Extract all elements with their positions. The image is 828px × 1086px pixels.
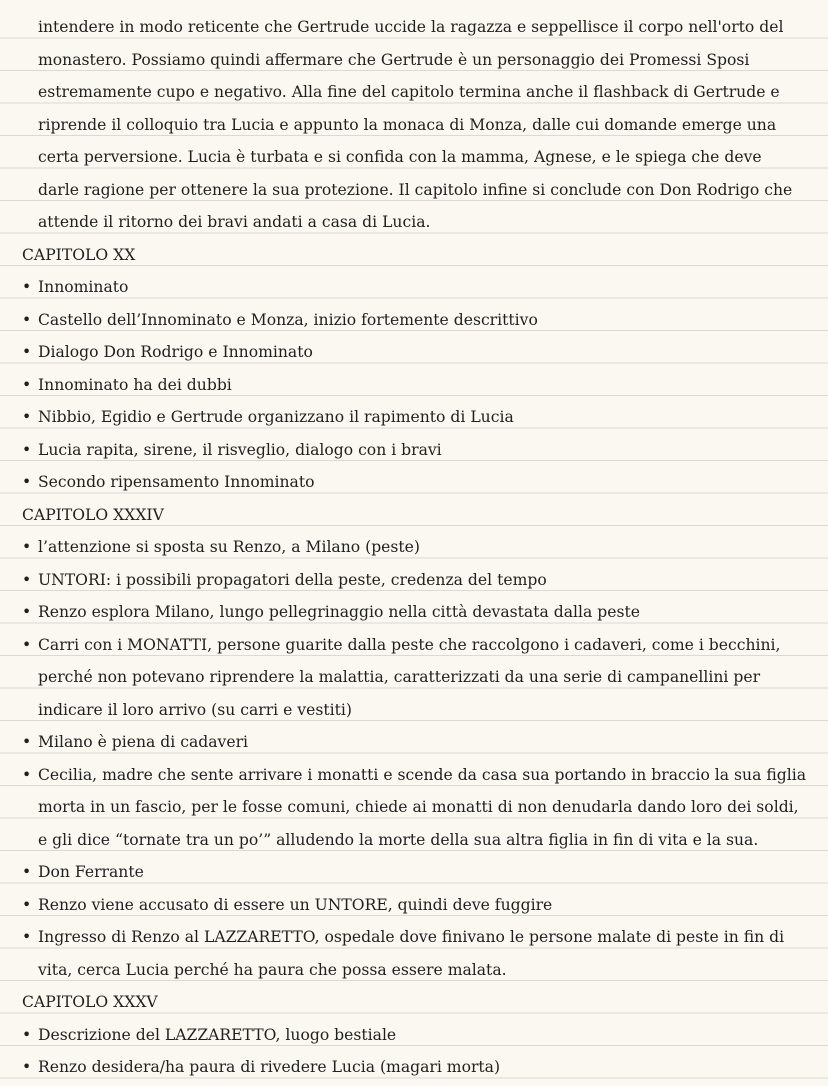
paragraph-line: intendere in modo reticente che Gertrude uccide la ragazza e seppellisce il corpo nell'orto del [38,18,784,36]
bullet-text: Cecilia, madre che sente arrivare i monatti e scende da casa sua portando in braccio la sua figlia [38,765,806,784]
chapter-summary-paragraph [0,11,828,239]
bullet-line [0,889,828,922]
bullet-icon: • [22,278,32,296]
bullet-item [0,304,828,337]
bullet-item [0,564,828,597]
bullet-text: Descrizione del LAZZARETTO, luogo bestiale [38,1025,397,1044]
bullet-icon: • [22,733,32,751]
bullet-icon: • [22,928,32,946]
bullet-item [0,629,828,727]
bullet-item [0,1019,828,1052]
bullet-icon: • [22,538,32,556]
chapter-heading: CAPITOLO XXXIV [22,505,164,524]
bullet-icon: • [22,765,32,784]
bullet-text: Renzo desidera/ha paura di rivedere Lucia (magari morta) [38,1058,501,1076]
bullet-icon: • [22,473,32,491]
bullet-icon: • [22,408,32,426]
bullet-icon: • [22,635,32,654]
bullet-text: Renzo esplora Milano, lungo pellegrinaggio nella città devastata dalla peste [38,603,640,621]
bullet-item [0,856,828,889]
bullet-item [0,1051,828,1084]
bullet-icon: • [22,1025,32,1044]
bullet-item [0,466,828,499]
bullet-icon: • [22,895,32,914]
bullet-text: Castello dell’Innominato e Monza, inizio fortemente descrittivo [38,310,538,329]
bullet-item [0,271,828,304]
bullet-item [0,889,828,922]
bullet-text: Innominato ha dei dubbi [38,375,232,394]
paragraph-line: monastero. Possiamo quindi affermare che Gertrude è un personaggio dei Promessi Sposi [38,50,750,69]
bullet-line [0,304,828,337]
bullet-icon: • [22,863,32,881]
bullet-text: Dialogo Don Rodrigo e Innominato [38,343,313,361]
bullet-item [0,336,828,369]
bullet-item [0,726,828,759]
bullet-text: l’attenzione si sposta su Renzo, a Milano (peste) [38,538,420,556]
bullet-line [0,1019,828,1052]
bullet-line [0,466,828,499]
bullet-line [0,401,828,434]
bullet-line [0,856,828,889]
bullet-continuation-line: morta in un fascio, per le fosse comuni, chiede ai monatti di non denudarla dando loro dei soldi, [38,798,799,816]
bullet-line [0,921,828,954]
bullet-continuation-line: vita, cerca Lucia perché ha paura che possa essere malata. [38,960,507,979]
paragraph-line: darle ragione per ottenere la sua protezione. Il capitolo infine si conclude con Don Rodrigo che [38,180,793,199]
bullet-icon: • [22,603,32,621]
chapter-section [0,986,828,1084]
bullet-continuation-line: e gli dice “tornate tra un po’” alludendo la morte della sua altra figlia in fin di vita e la sua. [38,830,759,849]
bullet-icon: • [22,1058,32,1076]
chapter-section [0,239,828,499]
bullet-text: Renzo viene accusato di essere un UNTORE, quindi deve fuggire [38,895,553,914]
chapter-list [0,239,828,1084]
bullet-line [0,434,828,467]
bullet-line [0,336,828,369]
bullet-continuation-line: indicare il loro arrivo (su carri e vestiti) [38,700,352,719]
bullet-text: Nibbio, Egidio e Gertrude organizzano il rapimento di Lucia [38,408,514,426]
bullet-text: Secondo ripensamento Innominato [38,473,315,491]
bullet-item [0,596,828,629]
bullet-line [0,759,828,792]
bullet-line [0,596,828,629]
bullet-item [0,434,828,467]
bullet-text: Milano è piena di cadaveri [38,733,249,751]
chapter-heading: CAPITOLO XX [22,245,136,264]
paragraph-line: certa perversione. Lucia è turbata e si confida con la mamma, Agnese, e le spiega che deve [38,148,762,166]
bullet-line [0,726,828,759]
paragraph-line: riprende il colloquio tra Lucia e appunto la monaca di Monza, dalle cui domande emerge una [38,115,777,134]
bullet-line [0,531,828,564]
bullet-item [0,921,828,986]
bullet-continuation-line: perché non potevano riprendere la malattia, caratterizzati da una serie di campanellini per [38,668,761,686]
bullet-item [0,759,828,857]
bullet-text: Don Ferrante [38,863,144,881]
bullet-item [0,369,828,402]
bullet-text: Carri con i MONATTI, persone guarite dalla peste che raccolgono i cadaveri, come i becchini, [38,635,781,654]
bullet-icon: • [22,570,32,589]
bullet-icon: • [22,310,32,329]
bullet-text: Innominato [38,278,129,296]
bullet-line [0,564,828,597]
bullet-line [0,271,828,304]
bullet-text: UNTORI: i possibili propagatori della peste, credenza del tempo [38,570,547,589]
bullet-icon: • [22,375,32,394]
bullet-line [0,369,828,402]
chapter-section [0,499,828,987]
bullet-text: Ingresso di Renzo al LAZZARETTO, ospedale dove finivano le persone malate di peste in fin di [38,928,785,946]
bullet-text: Lucia rapita, sirene, il risveglio, dialogo con i bravi [38,440,442,459]
paragraph-line: attende il ritorno dei bravi andati a casa di Lucia. [38,213,431,231]
paragraph-line: estremamente cupo e negativo. Alla fine del capitolo termina anche il flashback di Gertrude e [38,83,780,101]
chapter-heading: CAPITOLO XXXV [22,993,158,1011]
bullet-line [0,1051,828,1084]
bullet-item [0,531,828,564]
bullet-item [0,401,828,434]
bullet-icon: • [22,440,32,459]
bullet-icon: • [22,343,32,361]
bullet-line [0,629,828,662]
